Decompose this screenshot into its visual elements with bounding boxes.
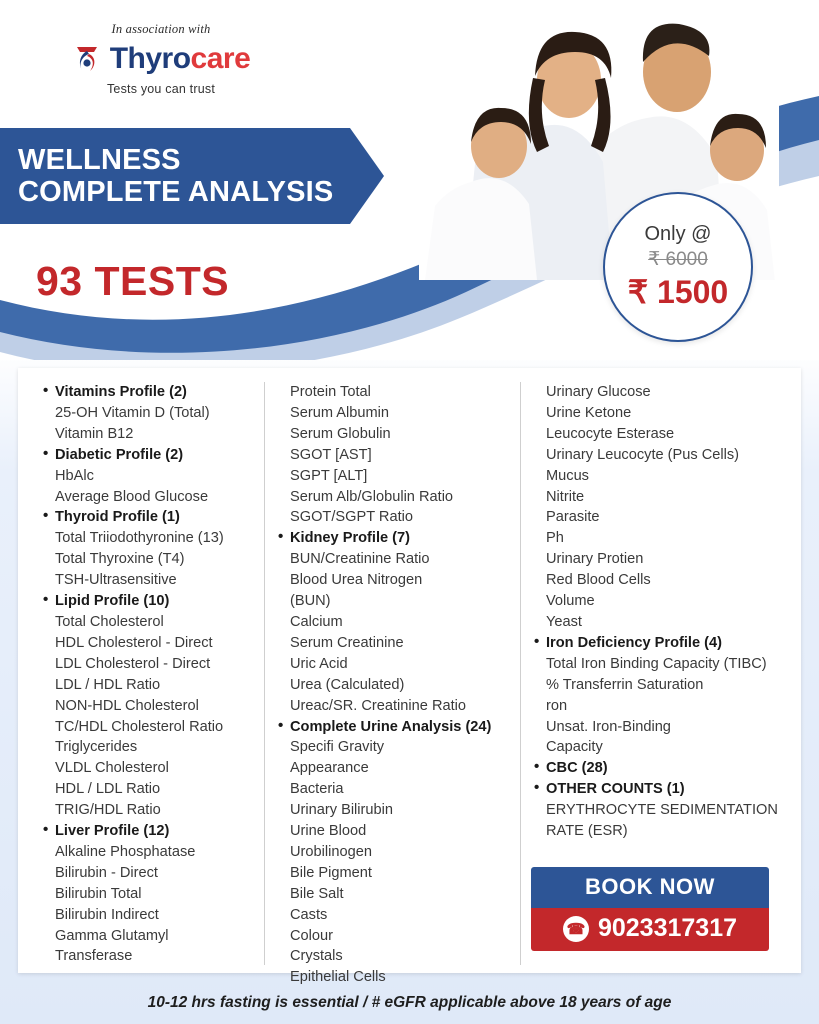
test-item: Total Cholesterol [55,613,164,630]
test-group-heading: • Thyroid Profile (1) [42,507,252,528]
book-now-label[interactable]: BOOK NOW [531,867,769,908]
test-item: Total Triiodothyronine (13) [55,530,224,547]
test-group-heading: • Vitamins Profile (2) [42,382,252,403]
test-item: HDL / LDL Ratio [55,781,161,798]
test-item: Urinary Bilirubin [290,802,393,819]
hero-title-ribbon [0,128,350,224]
test-item: Uric Acid [290,655,348,672]
book-now-banner[interactable] [531,867,769,951]
price-only-label: Only @ [644,223,712,245]
test-item: Bilirubin - Direct [55,864,158,881]
test-item: Urinary Protien [546,551,644,568]
test-item: Alkaline Phosphatase [55,843,196,860]
test-item: Bile Salt [290,885,344,902]
tests-list-1 [42,382,252,967]
call-action[interactable] [531,908,769,951]
test-item: Urobilinogen [290,843,372,860]
brand-logo-row [36,43,286,75]
tests-column-3 [520,382,791,965]
test-item: Appearance [290,760,369,777]
test-item: NON-HDL Cholesterol [55,697,199,714]
test-item: Leucocyte Esterase [546,425,675,442]
test-item: Serum Creatinine [290,634,404,651]
test-item: Transferase [55,948,133,965]
test-item: TC/HDL Cholesterol Ratio [55,718,224,735]
test-item: Bilirubin Indirect [55,906,159,923]
test-item: Red Blood Cells [546,572,651,589]
test-item: Serum Alb/Globulin Ratio [290,488,454,505]
brand-name-part1: Thyro [109,42,191,75]
test-item: Bile Pigment [290,864,372,881]
test-item: Blood Urea Nitrogen [290,572,423,589]
thyrocare-logo-icon [72,43,102,75]
test-group-heading: • CBC (28) [533,758,779,779]
test-group-heading: • Kidney Profile (7) [277,528,508,549]
test-item: Total Iron Binding Capacity (TIBC) [546,655,767,672]
test-item: Serum Globulin [290,425,391,442]
test-item: Calcium [290,613,343,630]
test-item: Serum Albumin [290,404,389,421]
tests-card [18,368,801,986]
test-item: Nitrite [546,488,585,505]
test-item: Urinary Leucocyte (Pus Cells) [546,446,740,463]
brand-block [36,22,286,96]
phone-number[interactable]: 9023317317 [597,914,738,942]
price-badge [603,192,753,342]
test-item: Total Thyroxine (T4) [55,551,185,568]
test-item: HDL Cholesterol - Direct [55,634,213,651]
footer-note: 10-12 hrs fasting is essential / # eGFR applicable above 18 years of age [147,994,672,1011]
test-group-heading: • Lipid Profile (10) [42,591,252,612]
test-item: Ureac/SR. Creatinine Ratio [290,697,467,714]
test-item: Unsat. Iron-Binding [546,718,671,735]
brand-name-part2: care [190,42,251,75]
test-item: Casts [290,906,328,923]
test-group-heading: • Liver Profile (12) [42,821,252,842]
test-item: LDL / HDL Ratio [55,676,161,693]
test-item: Capacity [546,739,603,756]
test-item: Urine Blood [290,823,367,840]
test-item: Protein Total [290,384,371,400]
test-item: Urine Ketone [546,404,632,421]
test-item: BUN/Creatinine Ratio [290,551,430,568]
tests-column-2 [264,382,520,986]
test-item: ERYTHROCYTE SEDIMENTATION [546,802,778,819]
test-item: Specifi Gravity [290,739,385,756]
test-item: Yeast [546,613,582,630]
price-new: ₹ 1500 [627,274,729,310]
test-item: TRIG/HDL Ratio [55,802,161,819]
test-group-heading: • OTHER COUNTS (1) [533,779,779,800]
tests-list-3 [533,382,779,842]
phone-icon: ☎ [563,916,589,942]
price-old: ₹ 6000 [648,249,708,270]
test-item: Colour [290,927,333,944]
test-item: % Transferrin Saturation [546,676,704,693]
test-item: SGPT [ALT] [290,467,368,484]
test-item: 25-OH Vitamin D (Total) [55,404,210,421]
test-item: Crystals [290,948,343,965]
test-item: LDL Cholesterol - Direct [55,655,211,672]
test-item: Urea (Calculated) [290,676,405,693]
brand-name [110,44,251,74]
page-title: WELLNESS COMPLETE ANALYSIS [18,143,334,208]
test-item: Volume [546,593,595,610]
test-item: Parasite [546,509,600,526]
test-item: Urinary Glucose [546,384,651,400]
test-item: SGOT/SGPT Ratio [290,509,413,526]
test-item: (BUN) [290,593,331,610]
test-group-heading: • Iron Deficiency Profile (4) [533,633,779,654]
test-group-heading: • Diabetic Profile (2) [42,445,252,466]
test-item: RATE (ESR) [546,823,628,840]
test-item: ron [546,697,568,714]
test-item: Epithelial Cells [290,969,386,986]
test-item: Average Blood Glucose [55,488,209,505]
test-item: Bacteria [290,781,344,798]
test-item: Ph [546,530,564,547]
tests-columns [18,368,801,986]
association-text: In association with [111,22,211,36]
test-group-heading: • Complete Urine Analysis (24) [277,717,508,738]
test-item: TSH-Ultrasensitive [55,572,177,589]
test-item: VLDL Cholesterol [55,760,169,777]
test-item: Triglycerides [55,739,138,756]
test-item: SGOT [AST] [290,446,372,463]
test-item: Bilirubin Total [55,885,142,902]
tests-column-1 [28,382,264,965]
tests-list-2 [277,382,508,988]
tests-count: 93 TESTS [36,258,230,304]
ribbon-arrow [350,128,384,224]
test-item: Gamma Glutamyl [55,927,169,944]
test-item: Mucus [546,467,589,484]
test-item: Vitamin B12 [55,425,134,442]
hero-section [0,0,819,360]
brand-tagline: Tests you can trust [106,82,215,96]
test-item: HbAlc [55,467,94,484]
